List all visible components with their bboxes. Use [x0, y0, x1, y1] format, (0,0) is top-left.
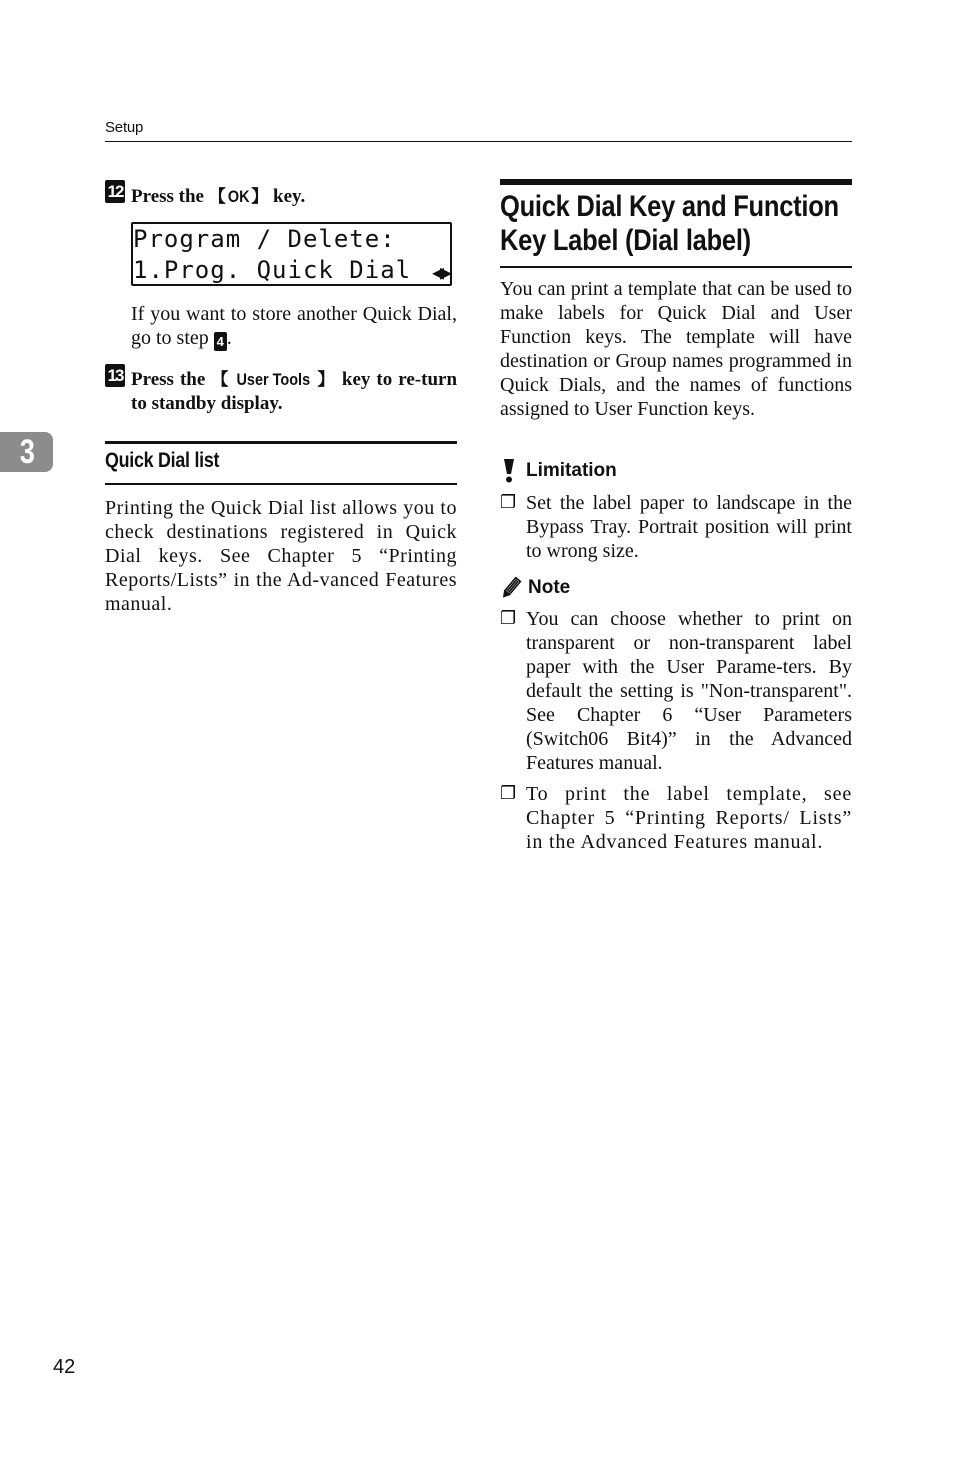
quick-dial-list-heading — [105, 449, 239, 473]
page-number: 42 — [53, 1356, 76, 1378]
step-13-text-before: Press the — [131, 369, 206, 390]
step-13-badge: 13 — [105, 364, 125, 387]
list-item — [500, 782, 852, 854]
lcd-line-2: 1.Prog. Quick Dial — [133, 256, 412, 284]
heading-rule-bottom — [500, 266, 852, 268]
dial-label-heading — [500, 190, 880, 258]
limitation-list — [500, 491, 852, 563]
note-title: Note — [528, 577, 571, 598]
lcd-line-1: Program / Delete: — [133, 225, 396, 253]
section-rule-bottom — [105, 483, 457, 485]
left-right-arrows-icon: ◀▶ — [431, 260, 448, 284]
lcd-display — [131, 222, 452, 286]
key-bracket-close: 】 — [316, 370, 336, 390]
step-4-reference: 4 — [214, 332, 227, 351]
checkbox-bullet-icon: ❐ — [500, 783, 517, 804]
note-header — [500, 577, 570, 599]
dial-label-heading-line-2: Key Label (Dial label) — [500, 224, 751, 257]
checkbox-bullet-icon: ❐ — [500, 492, 517, 513]
header-rule — [105, 141, 852, 142]
step-12-note-text: If you want to store another Quick Dial, go to step — [131, 303, 457, 349]
checkbox-bullet-icon: ❐ — [500, 608, 517, 629]
note-item-text: You can choose whether to print on transparent or non-transparent label paper with the User Parame-ters. By default the setting is "Non-transparent". See Chapter 6 “User Parameters (Switch06 Bit4)” in the Advanced Features manual. — [526, 608, 852, 774]
ok-key-name: OK — [227, 187, 250, 206]
pencil-icon — [500, 577, 522, 599]
exclamation-icon — [500, 458, 518, 484]
step-12-text-before: Press the — [131, 186, 204, 207]
limitation-header — [500, 458, 617, 484]
chapter-tab — [0, 432, 53, 472]
step-12-text-after: key. — [273, 186, 306, 207]
user-tools-key-name: User Tools — [236, 370, 310, 389]
step-13-instruction — [131, 368, 457, 416]
chapter-number: 3 — [19, 433, 34, 471]
list-item — [500, 607, 852, 775]
step-13-text-after: key to re-turn to standby display. — [131, 369, 458, 414]
key-bracket-close: 】 — [251, 187, 269, 207]
list-item — [500, 491, 852, 563]
limitation-item-text: Set the label paper to landscape in the Bypass Tray. Portrait position will print to wrong size. — [526, 492, 852, 562]
note-item-text: To print the label template, see Chapter 5 “Printing Reports/ Lists” in the Advanced Features manual. — [526, 783, 852, 853]
step-12-instruction — [131, 185, 305, 209]
dial-label-paragraph: You can print a template that can be used to make labels for Quick Dial and User Function keys. The template will have destination or Group names programmed in Quick Dials, and the names of functions assigned to User Function keys. — [500, 278, 852, 420]
key-bracket-open: 【 — [211, 370, 230, 390]
quick-dial-list-paragraph: Printing the Quick Dial list allows you to check destinations registered in Quick Dial keys. See Chapter 5 “Printing Reports/Lists” in the Ad-vanced Features manual. — [105, 497, 457, 615]
user-tools-key-label — [230, 370, 317, 389]
step-12-note-end: . — [226, 327, 232, 349]
note-list — [500, 607, 852, 854]
ok-key-label — [226, 187, 252, 206]
step-12-note — [131, 302, 457, 351]
section-rule-top — [105, 441, 457, 444]
heading-rule-top — [500, 179, 852, 185]
step-12-badge: 12 — [105, 180, 125, 203]
limitation-title: Limitation — [526, 460, 617, 481]
dial-label-heading-line-1: Quick Dial Key and Function — [500, 190, 839, 223]
running-header: Setup — [105, 119, 144, 136]
quick-dial-list-heading-text: Quick Dial list — [105, 449, 220, 472]
key-bracket-open: 【 — [208, 187, 226, 207]
